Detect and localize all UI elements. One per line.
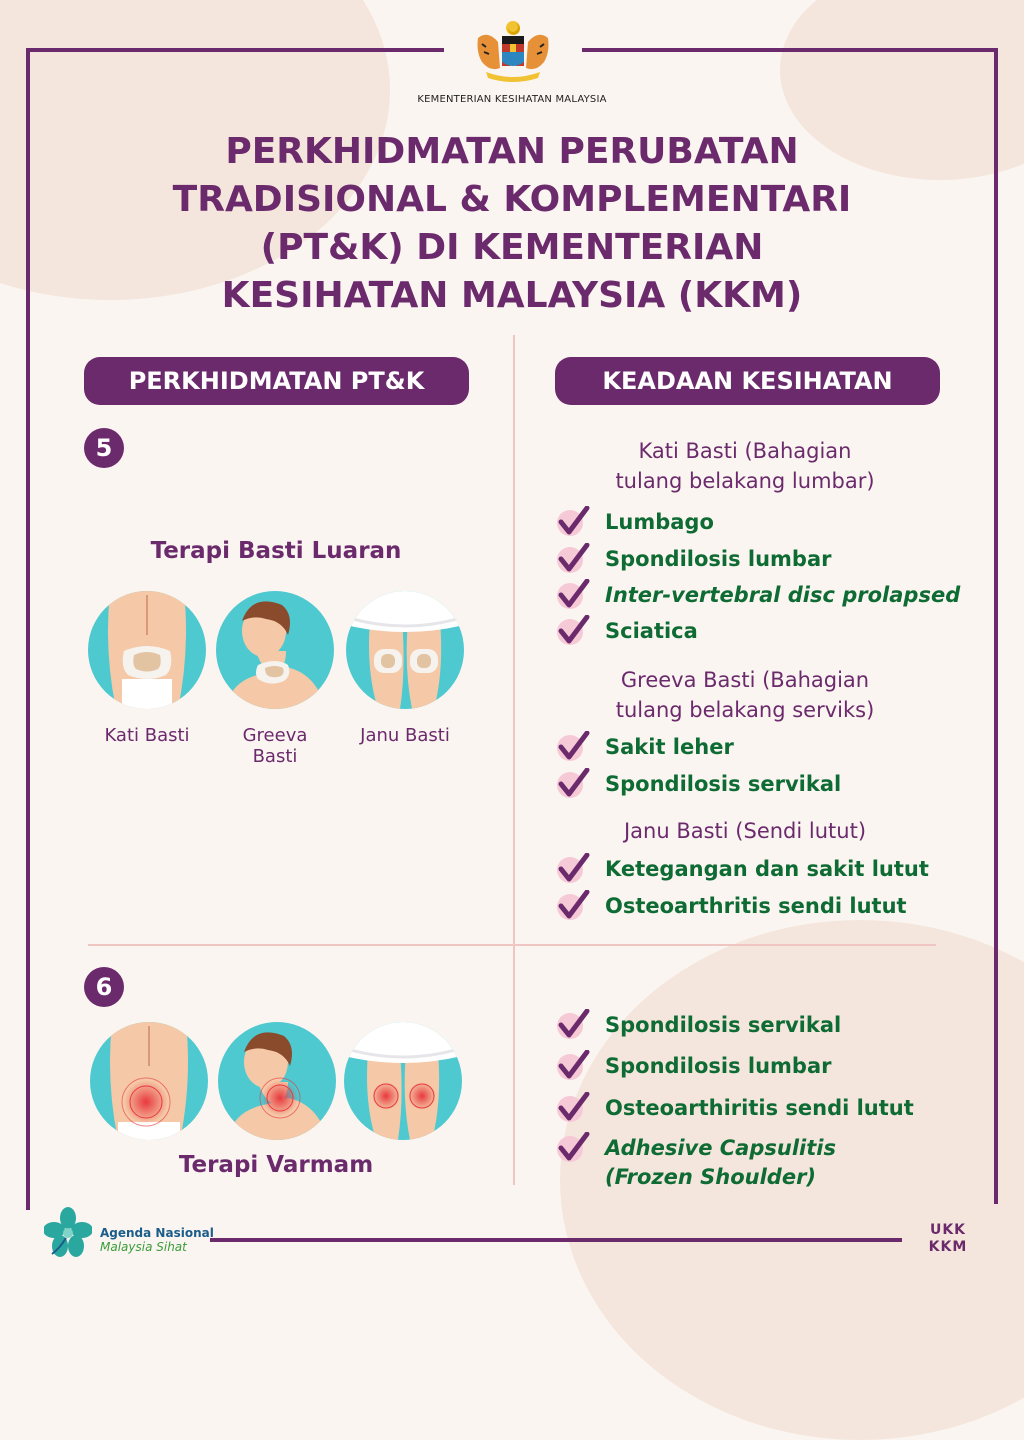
check-icon	[556, 1050, 590, 1082]
coat-of-arms-emblem	[472, 18, 554, 88]
frame-top-right	[582, 48, 998, 52]
condition-text: Sciatica	[605, 619, 698, 643]
condition-text: Spondilosis servikal	[605, 1013, 842, 1037]
title-line-2: TRADISIONAL & KOMPLEMENTARI	[172, 179, 852, 220]
check-icon	[556, 543, 590, 575]
therapy-title-basti: Terapi Basti Luaran	[150, 538, 402, 564]
ministry-name: KEMENTERIAN KESIHATAN MALAYSIA	[417, 94, 607, 105]
section-number-5: 5	[84, 428, 124, 468]
frame-top-left	[26, 48, 444, 52]
condition-text: Spondilosis lumbar	[605, 1054, 832, 1078]
greeva-heading-line-2: tulang belakang serviks)	[615, 698, 875, 722]
condition-text: Spondilosis servikal	[605, 772, 842, 796]
title-line-4: KESIHATAN MALAYSIA (KKM)	[221, 275, 803, 316]
frame-right	[994, 48, 998, 1204]
condition-line-1: Adhesive Capsulitis	[605, 1136, 836, 1160]
ukk-kkm-badge	[924, 1222, 972, 1256]
label-greeva-line-1: Greeva	[242, 725, 308, 746]
kati-heading-line-2: tulang belakang lumbar)	[615, 469, 875, 493]
malaysia-sihat-text: Malaysia Sihat	[100, 1240, 187, 1254]
check-icon	[556, 1132, 590, 1164]
janu-basti-heading: Janu Basti (Sendi lutut)	[623, 819, 867, 843]
check-icon	[556, 890, 590, 922]
greeva-heading-line-1: Greeva Basti (Bahagian	[620, 668, 870, 692]
kati-basti-illustration	[88, 591, 206, 709]
section-number-6: 6	[84, 967, 124, 1007]
condition-text: Lumbago	[605, 510, 714, 534]
horizontal-divider	[88, 944, 936, 946]
varmam-knee-illustration	[344, 1022, 462, 1140]
page-title	[110, 128, 914, 320]
frame-bottom	[210, 1238, 902, 1242]
label-greeva-basti	[215, 725, 335, 767]
condition-text: Osteoarthiritis sendi lutut	[605, 1096, 914, 1120]
check-icon	[556, 506, 590, 538]
label-janu-basti: Janu Basti	[360, 725, 450, 746]
check-icon	[556, 615, 590, 647]
title-line-1: PERKHIDMATAN PERUBATAN	[225, 131, 799, 172]
greeva-basti-illustration	[216, 591, 334, 709]
badge-line-2: KKM	[928, 1239, 968, 1255]
janu-basti-illustration	[346, 591, 464, 709]
condition-text: Inter-vertebral disc prolapsed	[605, 583, 961, 607]
therapy-title-varmam: Terapi Varmam	[178, 1152, 374, 1178]
condition-text: Ketegangan dan sakit lutut	[605, 857, 929, 881]
check-icon	[556, 768, 590, 800]
vertical-divider	[513, 335, 515, 1185]
badge-line-1: UKK	[929, 1222, 967, 1238]
check-icon	[556, 1092, 590, 1124]
agenda-nasional-text: Agenda Nasional	[100, 1226, 214, 1240]
condition-text: Sakit leher	[605, 735, 734, 759]
label-greeva-line-2: Basti	[252, 746, 298, 767]
varmam-back-illustration	[90, 1022, 208, 1140]
check-icon	[556, 579, 590, 611]
condition-line-2: (Frozen Shoulder)	[605, 1165, 817, 1189]
greeva-basti-heading	[560, 665, 930, 725]
check-icon	[556, 1009, 590, 1041]
title-line-3: (PT&K) DI KEMENTERIAN	[260, 227, 764, 268]
varmam-neck-illustration	[218, 1022, 336, 1140]
kati-basti-heading	[560, 436, 930, 496]
column-header-conditions: KEADAAN KESIHATAN	[555, 357, 940, 405]
check-icon	[556, 731, 590, 763]
label-kati-basti: Kati Basti	[104, 725, 190, 746]
kati-heading-line-1: Kati Basti (Bahagian	[638, 439, 852, 463]
column-header-services: PERKHIDMATAN PT&K	[84, 357, 469, 405]
flower-logo-icon	[44, 1206, 92, 1258]
condition-text	[605, 1134, 836, 1192]
condition-text: Spondilosis lumbar	[605, 547, 832, 571]
frame-left	[26, 48, 30, 1210]
check-icon	[556, 853, 590, 885]
condition-text: Osteoarthritis sendi lutut	[605, 894, 907, 918]
